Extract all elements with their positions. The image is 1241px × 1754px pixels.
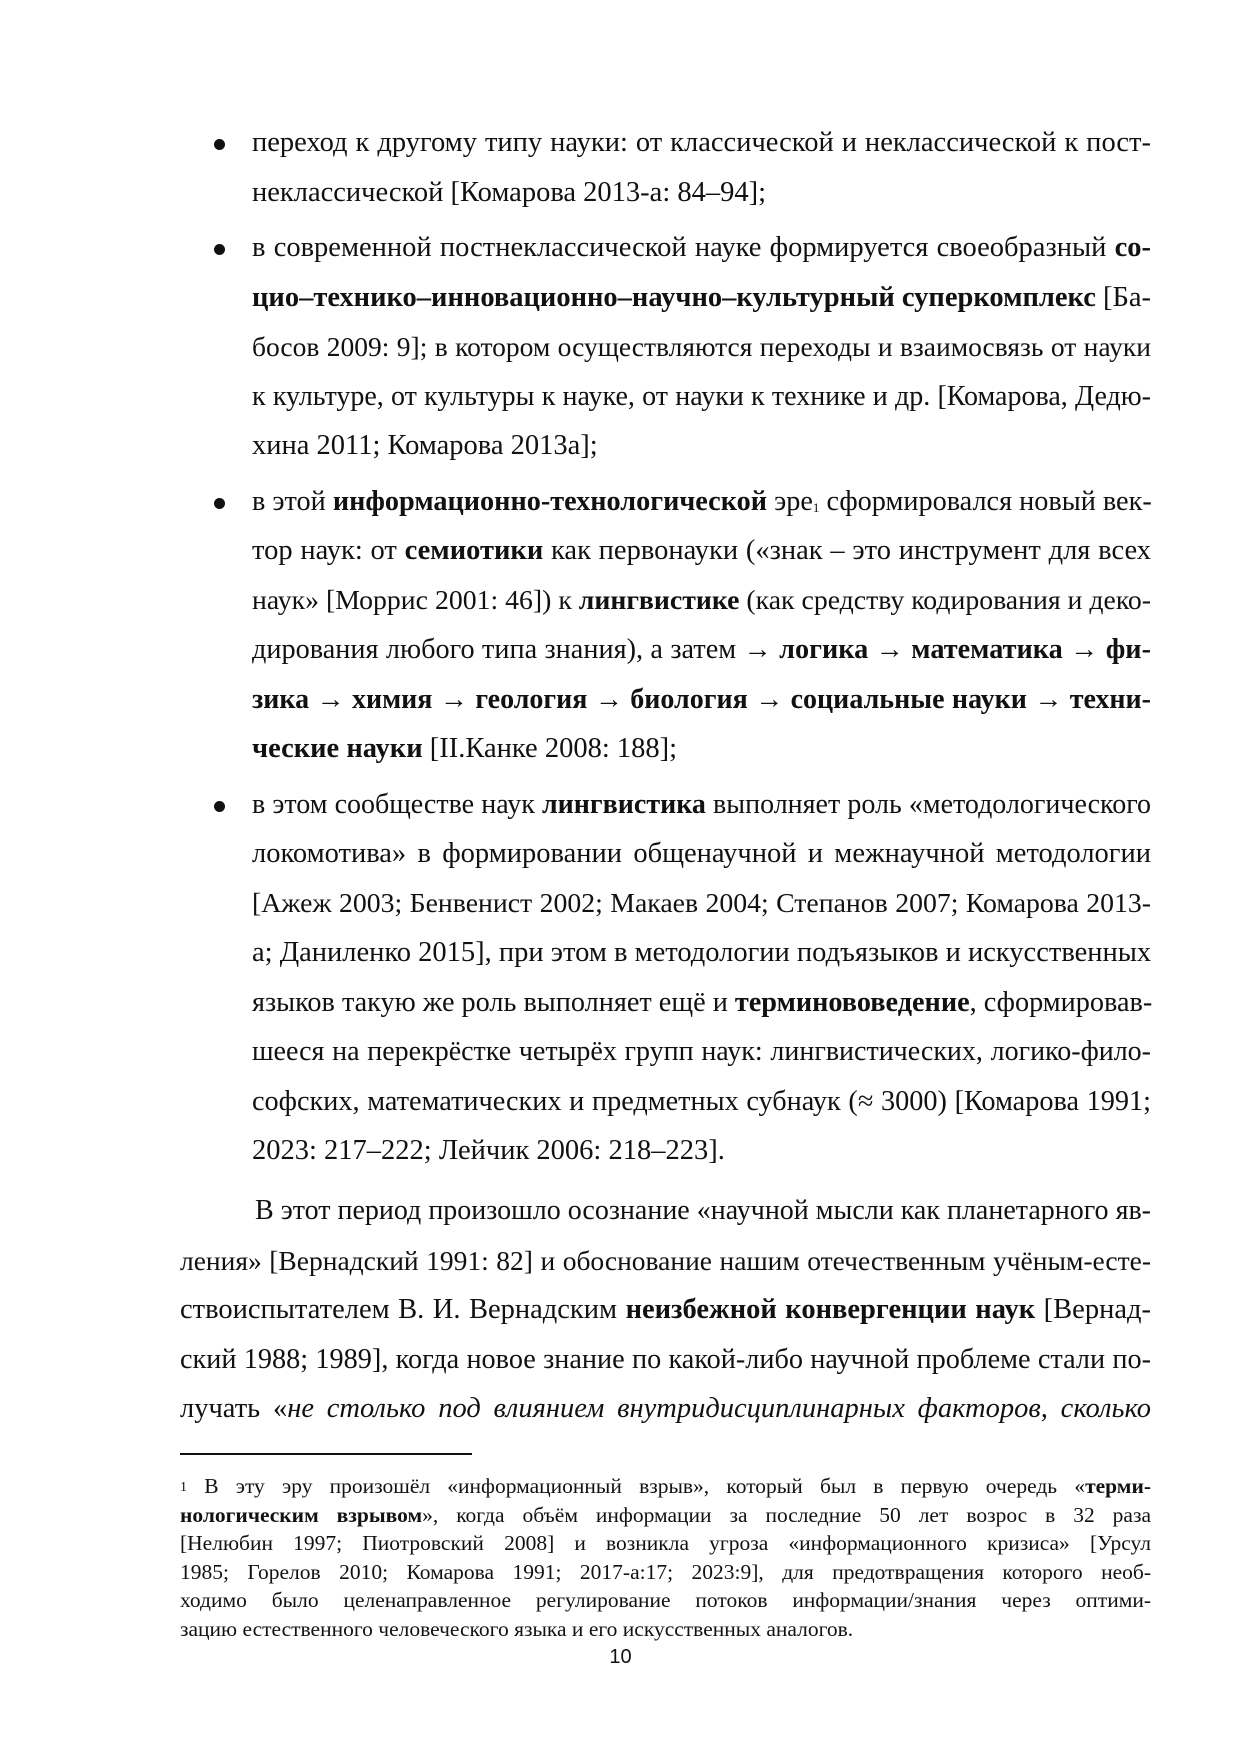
text-line: босов 2009: 9]; в котором осуществляются переходы и взаимосвязь от науки	[252, 331, 1151, 362]
italic-quote: не столько под влиянием внутридисциплинарных факторов, сколько	[287, 1393, 1151, 1424]
page-number: 10	[609, 1646, 632, 1668]
footnote-line: зацию естественного человеческого языка и его искусственных аналогов.	[180, 1616, 854, 1641]
bullet-item	[211, 118, 1151, 217]
text-line: софских, математических и предметных субнаук (≈ 3000) [Комарова 1991;	[252, 1085, 1151, 1117]
bullet-icon	[214, 498, 225, 509]
text-line: хина 2011; Комарова 2013а];	[252, 430, 598, 461]
bold-term: со-	[1114, 232, 1151, 263]
text-line: к культуре, от культуры к науке, от науки к технике и др. [Комарова, Дедю-	[252, 380, 1151, 412]
text-line	[252, 675, 1151, 725]
footnote	[180, 1472, 1151, 1644]
bold-term: терминововедение	[734, 986, 970, 1018]
footnote-line: нологическим взрывом», когда объём информации за последние 50 лет возрос в 32 раза	[180, 1502, 1152, 1527]
text-line: языков такую же роль выполняет ещё и терминововедение, сформировав-	[252, 986, 1153, 1018]
footnote-number: 1	[180, 1480, 187, 1495]
bold-term: ческие науки	[252, 733, 423, 764]
bullet-item	[211, 223, 1151, 471]
bold-term: семиотики	[404, 535, 544, 566]
bold-term: терми-	[1085, 1474, 1151, 1498]
bold-term: информационно-технологической	[332, 485, 768, 517]
text-line: [Ажеж 2003; Бенвенист 2002; Макаев 2004; Степанов 2007; Комарова 2013-	[252, 887, 1151, 919]
text-line: ский 1988; 1989], когда новое знание по какой-либо научной проблеме стали по-	[180, 1343, 1151, 1375]
text-line: а; Даниленко 2015], при этом в методологии подъязыков и искусственных	[252, 937, 1152, 968]
footnote-line: $^1$ В эту эру произошёл «информационный взрыв», который был в первую очередь «терми-	[180, 1474, 1151, 1498]
text-line: в современной постнеклассической науке формируется своеобразный со-	[252, 232, 1151, 263]
text-line: тор наук: от семиотики как первонауки («знак – это инструмент для всех	[252, 535, 1151, 566]
bullet-icon	[214, 244, 225, 255]
bullet-icon	[214, 801, 225, 812]
bold-term: лингвистике	[578, 584, 740, 616]
footnote-line: ходимо было целенаправленное регулирование потоков информации/знания через оптими-	[180, 1588, 1151, 1613]
bold-term: → логика → математика → фи-	[743, 634, 1151, 665]
bold-term: зика → химия → геология → биология → социальные науки → техни-	[252, 683, 1151, 715]
text-line: переход к другому типу науки: от классической и неклассической к пост-	[252, 127, 1151, 158]
text-line: в этой информационно-технологической эре$^1$ сформировался новый век-	[252, 485, 1152, 517]
text-line: ствоиспытателем В. И. Вернадским неизбежной конвергенции наук [Вернад-	[180, 1294, 1151, 1325]
bullet-item	[211, 780, 1151, 1176]
text-line: локомотива» в формировании общенаучной и межнаучной методологии	[252, 838, 1151, 869]
text-line: ления» [Вернадский 1991: 82] и обоснование нашим отечественным учёным-есте-	[180, 1244, 1151, 1276]
footnote-line: 1985; Горелов 2010; Комарова 1991; 2017-а:17; 2023:9], для предотвращения которого необ-	[180, 1559, 1151, 1584]
text-line: неклассической [Комарова 2013-а: 84–94];	[252, 176, 767, 208]
footnote-separator	[180, 1453, 472, 1455]
text-line: ческие науки [II.Канке 2008: 188];	[252, 733, 678, 764]
text-line: в этом сообществе наук лингвистика выполняет роль «методологического	[252, 788, 1151, 820]
text-line: дирования любого типа знания), а затем → логика → математика → фи-	[252, 634, 1151, 665]
text-line: В этот период произошло осознание «научной мысли как планетарного яв-	[255, 1195, 1151, 1226]
text-line: 2023: 217–222; Лейчик 2006: 218–223].	[252, 1135, 725, 1166]
bold-term: неизбежной конвергенции наук	[625, 1294, 1036, 1325]
bold-term: нологическим взрывом	[180, 1502, 423, 1527]
text-line: наук» [Моррис 2001: 46]) к лингвистике (как средству кодирования и деко-	[252, 584, 1152, 616]
bullet-list	[211, 118, 1151, 1182]
text-line: цио–технико–инновационно–научно–культурный суперкомплекс [Ба-	[252, 281, 1152, 313]
text-line: шееся на перекрёстке четырёх групп наук: лингвистических, логико-фило-	[252, 1036, 1151, 1067]
footnote-line: [Нелюбин 1997; Пиотровский 2008] и возникла угроза «информационного кризиса» [Урсул	[180, 1531, 1151, 1556]
bold-term: цио–технико–инновационно–научно–культурный суперкомплекс	[252, 281, 1096, 313]
bold-term: лингвистика	[541, 788, 706, 820]
bullet-item	[211, 477, 1151, 774]
body-paragraph	[180, 1186, 1151, 1434]
bullet-icon	[214, 139, 225, 150]
footnote-reference: 1	[812, 499, 820, 515]
text-line: лучать «не столько под влиянием внутридисциплинарных факторов, сколько	[180, 1393, 1151, 1424]
